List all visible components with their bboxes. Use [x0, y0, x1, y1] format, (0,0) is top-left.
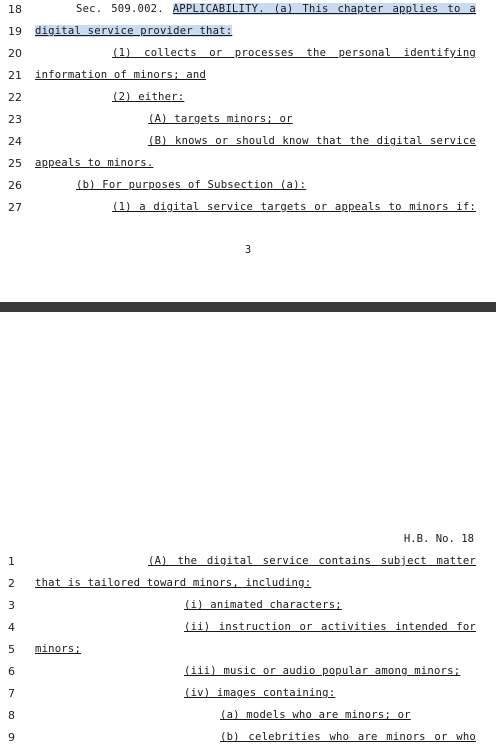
bottom-line [0, 574, 496, 596]
line-number: 4 [8, 621, 15, 634]
page-number: 3 [244, 244, 252, 256]
page-divider [0, 302, 496, 312]
line-text [112, 91, 184, 103]
line-text [184, 665, 460, 677]
top-line [0, 22, 496, 44]
line-number: 3 [8, 599, 15, 612]
text-segment: (b) celebrities who are minors or who [220, 731, 476, 743]
line-number: 2 [8, 577, 15, 590]
line-text [148, 135, 476, 147]
bottom-line [0, 552, 496, 574]
text-segment: (A) targets minors; or [148, 113, 293, 125]
line-text [184, 599, 342, 611]
line-text [35, 157, 153, 169]
text-segment: (a) models who are minors; or [220, 709, 411, 721]
top-line [0, 88, 496, 110]
bottom-line [0, 684, 496, 706]
line-text [112, 47, 476, 59]
line-text [220, 731, 476, 743]
line-number: 18 [8, 3, 22, 16]
line-text [112, 201, 476, 213]
text-segment: (i) animated characters; [184, 599, 342, 611]
bottom-line [0, 706, 496, 728]
top-line [0, 110, 496, 132]
bill-header: H.B. No. 18 [403, 533, 474, 545]
line-number: 1 [8, 555, 15, 568]
line-number: 23 [8, 113, 22, 126]
line-number: 20 [8, 47, 22, 60]
top-line [0, 198, 496, 220]
text-segment: that is tailored toward minors, including: [35, 577, 312, 589]
text-segment: minors; [35, 643, 82, 655]
line-text [35, 69, 206, 81]
line-text [35, 25, 232, 37]
text-segment: (iii) music or audio popular among minors; [184, 665, 461, 677]
text-segment: appeals to minors. [35, 157, 154, 169]
line-text [148, 113, 293, 125]
line-text [184, 621, 476, 633]
highlighted-text: APPLICABILITY. (a) This chapter applies to a [172, 3, 477, 15]
bottom-line [0, 640, 496, 662]
bottom-line [0, 596, 496, 618]
text-segment: (b) For purposes of Subsection (a): [76, 179, 307, 191]
line-number: 9 [8, 731, 15, 744]
text-segment: information of minors; and [35, 69, 207, 81]
highlighted-text: digital service provider that: [35, 25, 233, 37]
line-number: 25 [8, 157, 22, 170]
top-line [0, 0, 496, 22]
text-segment: (B) knows or should know that the digital service [148, 135, 476, 147]
line-number: 24 [8, 135, 22, 148]
text-segment: (1) collects or processes the personal identifying [112, 47, 476, 59]
top-line [0, 176, 496, 198]
bottom-line [0, 662, 496, 684]
line-number: 8 [8, 709, 15, 722]
bottom-line [0, 618, 496, 640]
line-text [76, 3, 476, 15]
top-line [0, 132, 496, 154]
line-number: 26 [8, 179, 22, 192]
line-text [35, 577, 311, 589]
line-number: 27 [8, 201, 22, 214]
bottom-line [0, 728, 496, 750]
line-text [220, 709, 411, 721]
line-text [35, 643, 81, 655]
text-segment: Sec. 509.002. [76, 3, 173, 15]
top-line [0, 154, 496, 176]
line-number: 19 [8, 25, 22, 38]
text-segment: (A) the digital service contains subject matter [148, 555, 476, 567]
line-text [184, 687, 335, 699]
text-segment: (2) either: [112, 91, 185, 103]
line-number: 5 [8, 643, 15, 656]
line-text [148, 555, 476, 567]
line-number: 21 [8, 69, 22, 82]
line-number: 7 [8, 687, 15, 700]
text-segment: (iv) images containing: [184, 687, 336, 699]
text-segment: (ii) instruction or activities intended for [184, 621, 476, 633]
line-number: 22 [8, 91, 22, 104]
text-segment: (1) a digital service targets or appeals to minors if: [112, 201, 476, 213]
line-text [76, 179, 306, 191]
top-line [0, 44, 496, 66]
line-number: 6 [8, 665, 15, 678]
top-line [0, 66, 496, 88]
